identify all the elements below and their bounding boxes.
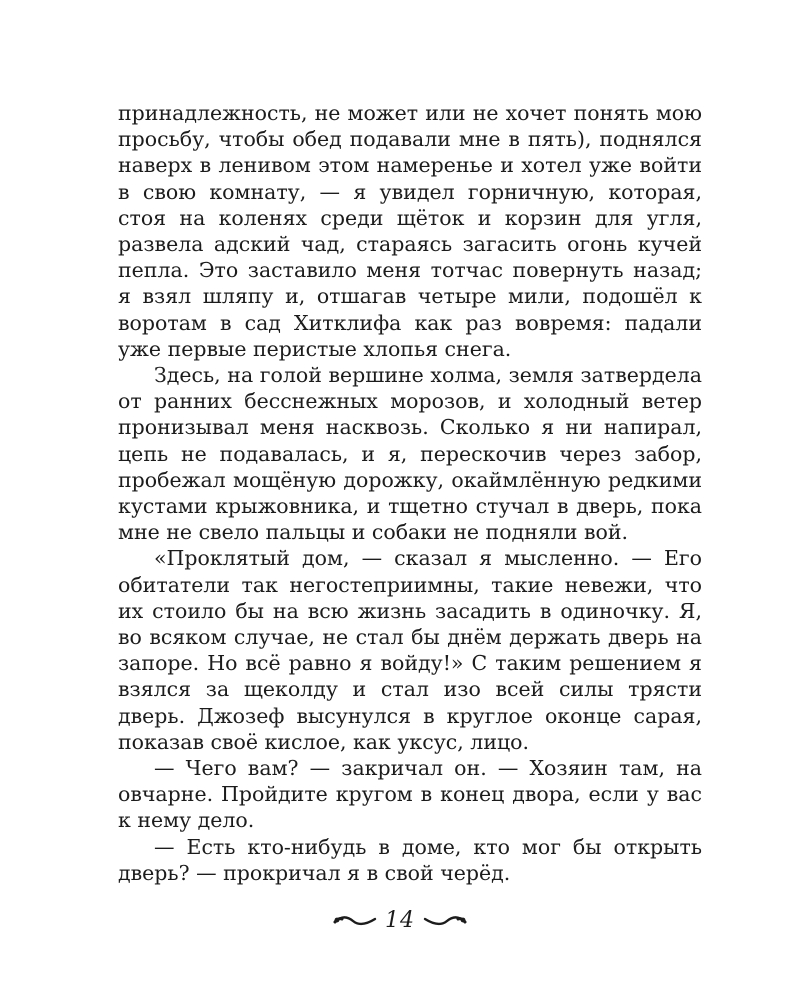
paragraph: «Проклятый дом, — сказал я мысленно. — Его обитатели так негостеприимны, такие невежи, что их стоило бы на всю жизнь засадить в одиночку. Я, во всяком случае, не стал бы днём держать дверь на запоре. Но всё равно я войду!» С таким решением я взялся за щеколду и стал изо всей силы трясти дверь. Джозеф высунулся в круглое оконце сарая, показав своё кислое, как уксус, лицо.	[118, 546, 702, 754]
paragraph: — Есть кто-нибудь в доме, кто мог бы открыть дверь? — прокричал я в свой черёд.	[118, 834, 702, 885]
paragraph: — Чего вам? — закричал он. — Хозяин там, на овчарне. Пройдите кругом в конец двора, если у вас к нему дело.	[118, 756, 702, 833]
paragraph: Здесь, на голой вершине холма, земля затвердела от ранних бесснежных морозов, и холодный ветер пронизывал меня насквозь. Сколько я ни напирал, цепь не подавалась, и я, перескочив через забор, пробежал мощёную дорожку, окаймлённую редкими кустами крыжовника, и тщетно стучал в дверь, пока мне не свело пальцы и собаки не подняли вой.	[118, 363, 702, 545]
right-flourish-icon	[423, 910, 467, 930]
body-text	[118, 100, 702, 886]
page-footer	[0, 900, 800, 940]
page-number: 14	[385, 907, 415, 933]
paragraph: принадлежность, не может или не хочет понять мою просьбу, чтобы обед подавали мне в пять), поднялся наверх в ленивом этом намеренье и хотел уже войти в свою комнату, — я увидел горничную, которая, стоя на коленях среди щёток и корзин для угля, развела адский чад, стараясь загасить огонь кучей пепла. Это заставило меня тотчас повернуть назад; я взял шляпу и, отшагав четыре мили, подошёл к воротам в сад Хитклифа как раз вовремя: падали уже первые перистые хлопья снега.	[118, 101, 702, 361]
left-flourish-icon	[333, 910, 377, 930]
